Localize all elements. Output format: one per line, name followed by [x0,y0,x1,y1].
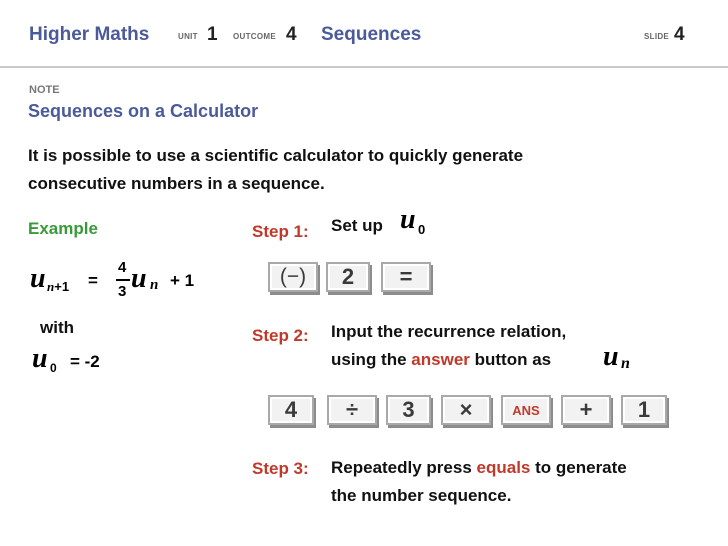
step-3-text [331,454,627,510]
answer-key[interactable]: ANS [501,395,551,425]
step-3-line-1: Repeatedly press equals to generate [331,458,627,477]
u-symbol: u [603,341,619,372]
step-2-line-2: using the answer button as [331,350,552,369]
lhs-subscript: n+1 [47,279,70,294]
answer-highlight: answer [411,350,470,369]
step-2-line-1: Input the recurrence relation, [331,322,567,341]
initial-term [32,343,152,379]
intro-text [28,142,678,198]
unit-label: UNIT [178,32,198,41]
note-label: NOTE [29,84,60,96]
section-title: Sequences on a Calculator [28,101,259,121]
step-2-label: Step 2: [252,326,309,345]
plus-term: + 1 [170,271,195,290]
fraction-numerator: 4 [118,259,127,276]
outcome-number: 4 [286,24,297,45]
rhs-subscript: n [150,277,159,293]
multiply-key[interactable]: × [441,395,491,425]
course-title: Higher Maths [29,24,150,45]
step-1-text: Set up [331,216,383,235]
equals-key[interactable]: = [381,262,431,292]
header-divider [0,66,728,68]
initial-subscript: 0 [50,361,57,375]
slide-number: 4 [674,24,685,45]
example-label: Example [28,219,98,238]
equals-highlight: equals [476,458,531,477]
slide-label: SLIDE [644,32,670,41]
digit-4-key[interactable]: 4 [268,395,314,425]
fraction-denominator: 3 [118,283,127,300]
initial-value: = -2 [70,352,100,371]
step-3-label: Step 3: [252,459,309,478]
u0-subscript: 0 [418,222,426,237]
recurrence-equation [30,261,230,311]
u-symbol: u [131,263,147,294]
step-1-label: Step 1: [252,222,309,241]
topic-title: Sequences [321,24,422,45]
with-label: with [40,318,74,337]
digit-1-key[interactable]: 1 [621,395,667,425]
u-symbol: u [30,263,46,294]
step-3-line-2: the number sequence. [331,486,512,505]
outcome-label: OUTCOME [233,32,276,41]
negative-key[interactable]: (−) [268,262,318,292]
intro-line-1: It is possible to use a scientific calculator to quickly generate [28,146,524,165]
step-2-text [331,318,566,374]
divide-key[interactable]: ÷ [327,395,377,425]
plus-key[interactable]: + [561,395,611,425]
digit-3-key[interactable]: 3 [386,395,431,425]
fraction-bar [116,279,130,281]
intro-line-2: consecutive numbers in a sequence. [28,174,325,193]
digit-2-key[interactable]: 2 [326,262,370,292]
equals-sign: = [88,271,98,290]
u-symbol: u [400,204,416,235]
u-symbol: u [32,343,48,374]
un-subscript: n [621,355,630,372]
unit-number: 1 [207,24,218,45]
